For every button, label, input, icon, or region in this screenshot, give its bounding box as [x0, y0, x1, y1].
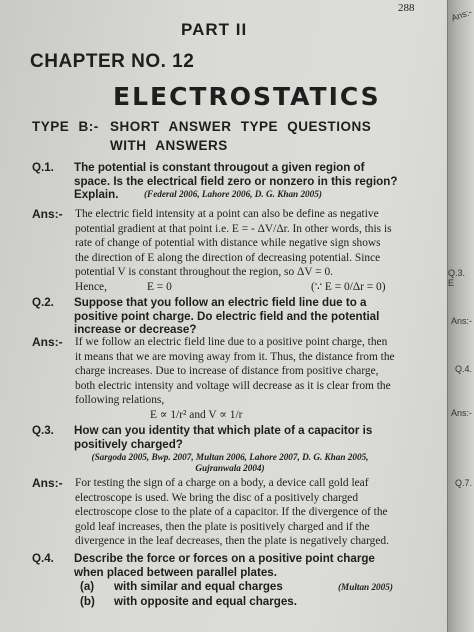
equation: E ∝ 1/r² and V ∝ 1/r	[150, 408, 243, 421]
answer-line: Hence,	[75, 280, 107, 293]
question-line: Suppose that you follow an electric field line due to a	[74, 296, 367, 309]
answer-line: electroscope close to the plate of a capacitor. If the divergence of the	[75, 506, 388, 519]
answer-line: The electric field intensity at a point can also be define as negative	[75, 208, 379, 220]
question-number: Q.2.	[32, 296, 54, 309]
option-label: (a)	[80, 580, 95, 593]
answer-label: Ans:-	[32, 335, 63, 349]
answer-line: the direction of E along the direction of decreasing potential. Since	[75, 251, 381, 264]
answer-line: potential gradient at that point i.e. E = - ΔV/Δr. In other words, this is	[75, 222, 392, 235]
question-line: when placed between parallel plates.	[74, 565, 277, 579]
edge-label: Q.3. E	[448, 268, 466, 288]
exam-reference-line: (Sargoda 2005, Bwp. 2007, Multan 2006, Lahore 2007, D. G. Khan 2005,	[91, 452, 369, 462]
question-number: Q.4.	[32, 552, 54, 565]
answer-line: both electric intensity and voltage will decrease as it is clear from the	[75, 379, 391, 392]
question-3	[32, 424, 422, 451]
question-number: Q.3.	[32, 424, 54, 437]
answer-1	[75, 207, 419, 294]
edge-label: Ans:-	[450, 408, 472, 418]
question-1	[32, 161, 422, 202]
answer-2	[75, 335, 419, 423]
chapter-title: ELECTROSTATICS	[113, 82, 381, 111]
question-line: space. Is the electrical field zero or nonzero in this region?	[74, 174, 398, 188]
question-line: Explain.	[74, 188, 119, 201]
option-text: with opposite and equal charges.	[114, 595, 297, 608]
edge-label: Ans:-	[449, 6, 474, 24]
answer-line: gold leaf increases, then the plate is positively charged and if the	[75, 520, 370, 533]
question-line: increase or decrease?	[74, 323, 197, 336]
section-type-label: TYPE B:-	[32, 119, 99, 134]
question-line: Describe the force or forces on a positive point charge	[74, 552, 375, 565]
question-2	[32, 296, 422, 337]
answer-3	[75, 476, 419, 549]
section-heading	[32, 117, 371, 155]
answer-line: electroscope is used. We bring the disc of a positively charged	[75, 491, 359, 504]
option-label: (b)	[80, 595, 95, 608]
exam-reference	[60, 452, 400, 474]
answer-line: If we follow an electric field line due to a positive point charge, then	[75, 336, 388, 348]
page-number: 288	[398, 2, 415, 14]
answer-line: divergence in the leaf decreases, then the plate is negatively charged.	[75, 535, 389, 548]
question-line: How can you identity that which plate of a capacitor is	[74, 424, 373, 437]
part-heading: PART II	[181, 20, 248, 39]
answer-line: it means that we are moving away from it. Thus, the distance from the	[75, 350, 395, 363]
edge-label: Q.4.	[454, 364, 472, 374]
equation-note: (∵ E = 0/Δr = 0)	[311, 280, 386, 293]
exam-reference-line: Gujranwala 2004)	[195, 463, 265, 473]
option-text: with similar and equal charges	[114, 580, 283, 593]
section-title-line: SHORT ANSWER TYPE QUESTIONS	[110, 119, 372, 134]
answer-line: potential V is constant throughout the region, so ΔV = 0.	[75, 266, 333, 279]
question-number: Q.1.	[32, 161, 54, 174]
question-line: positive point charge. Do electric field and the potential	[74, 309, 380, 323]
equation: E = 0	[147, 280, 172, 293]
question-4-options	[80, 580, 420, 610]
answer-line: For testing the sign of a charge on a body, a device call gold leaf	[75, 477, 369, 489]
answer-line: charge increases. Due to increase of distance from positive charge,	[75, 365, 379, 378]
facing-page-edge	[447, 0, 474, 632]
question-4	[32, 552, 422, 579]
answer-line: rate of change of potential with distance while negative sign shows	[75, 237, 381, 250]
edge-label: Q.7.	[454, 478, 472, 488]
question-line: positively charged?	[74, 437, 183, 451]
edge-label: Ans:-	[450, 316, 472, 326]
exam-reference: (Multan 2005)	[338, 582, 393, 592]
question-line: The potential is constant througout a given region of	[74, 161, 365, 174]
chapter-heading: CHAPTER NO. 12	[30, 51, 195, 72]
answer-line: following relations,	[75, 394, 165, 407]
answer-label: Ans:-	[32, 476, 63, 490]
section-title-line: WITH ANSWERS	[110, 138, 228, 153]
exam-reference: (Federal 2006, Lahore 2006, D. G. Khan 2005)	[144, 189, 322, 199]
answer-label: Ans:-	[32, 207, 63, 221]
